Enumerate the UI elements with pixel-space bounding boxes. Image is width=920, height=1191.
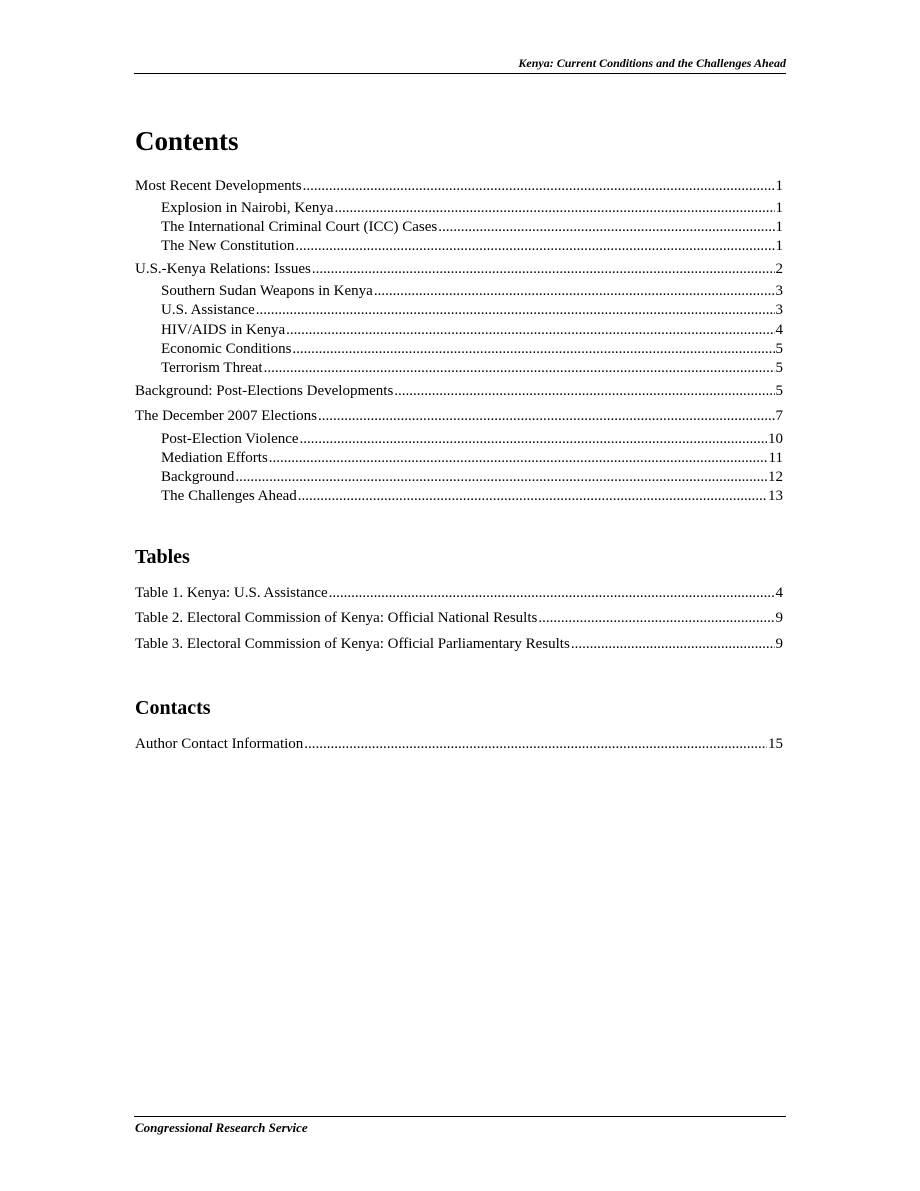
dot-leader <box>264 358 775 378</box>
dot-leader <box>334 198 774 218</box>
table-list-entry[interactable] <box>135 608 783 628</box>
toc-subentry[interactable] <box>161 486 783 506</box>
toc-entry-page: 5 <box>775 341 783 357</box>
header-rule <box>134 73 786 74</box>
toc-subentry[interactable] <box>161 236 783 256</box>
toc-entry-page: 13 <box>768 488 783 504</box>
toc-subentry[interactable] <box>161 429 783 449</box>
toc-entry-label: Most Recent Developments <box>135 178 302 194</box>
dot-leader <box>300 429 767 449</box>
toc-entry[interactable] <box>135 381 783 401</box>
dot-leader <box>304 734 767 754</box>
contents-heading: Contents <box>135 126 239 156</box>
toc-entry-page: 1 <box>775 200 783 216</box>
dot-leader <box>235 467 767 487</box>
toc-entry-page: 7 <box>775 408 783 424</box>
toc-entry-page: 9 <box>775 610 783 626</box>
toc-entry[interactable] <box>135 259 783 279</box>
dot-leader <box>538 608 774 628</box>
toc-subentry[interactable] <box>161 320 783 340</box>
toc-entry-label: U.S.-Kenya Relations: Issues <box>135 261 311 277</box>
toc-entry-label: Table 3. Electoral Commission of Kenya: Official Parliamentary Results <box>135 636 570 652</box>
toc-entry-page: 2 <box>775 261 783 277</box>
dot-leader <box>269 448 768 468</box>
dot-leader <box>292 339 774 359</box>
dot-leader <box>286 320 774 340</box>
toc-entry-page: 11 <box>768 450 783 466</box>
toc-entry-label: The New Constitution <box>161 238 295 254</box>
toc-entry-page: 1 <box>775 219 783 235</box>
dot-leader <box>256 300 775 320</box>
contact-list-entry[interactable] <box>135 734 783 754</box>
toc-entry-label: Mediation Efforts <box>161 450 268 466</box>
toc-entry-page: 4 <box>775 585 783 601</box>
toc-entry-page: 1 <box>775 178 783 194</box>
toc-entry-page: 15 <box>768 736 783 752</box>
toc-entry-label: Economic Conditions <box>161 341 292 357</box>
toc-subentry[interactable] <box>161 198 783 218</box>
toc-entry-page: 5 <box>775 360 783 376</box>
toc-subentry[interactable] <box>161 300 783 320</box>
toc-entry-label: Table 1. Kenya: U.S. Assistance <box>135 585 328 601</box>
table-list-entry[interactable] <box>135 583 783 603</box>
toc-entry-label: The Challenges Ahead <box>161 488 297 504</box>
toc-entry-page: 3 <box>775 283 783 299</box>
dot-leader <box>312 259 775 279</box>
toc-entry-label: Southern Sudan Weapons in Kenya <box>161 283 373 299</box>
toc-entry-page: 12 <box>768 469 783 485</box>
toc-subentry[interactable] <box>161 339 783 359</box>
toc-entry-page: 5 <box>775 383 783 399</box>
dot-leader <box>303 176 775 196</box>
dot-leader <box>571 634 775 654</box>
toc-entry-label: Post-Election Violence <box>161 431 299 447</box>
toc-entry-page: 3 <box>775 302 783 318</box>
dot-leader <box>374 281 775 301</box>
toc-entry-page: 1 <box>775 238 783 254</box>
dot-leader <box>295 236 774 256</box>
toc-entry[interactable] <box>135 406 783 426</box>
toc-entry-page: 9 <box>775 636 783 652</box>
toc-entry-page: 10 <box>768 431 783 447</box>
footer-rule <box>134 1116 786 1117</box>
toc-subentry[interactable] <box>161 448 783 468</box>
dot-leader <box>318 406 774 426</box>
toc-entry-label: Explosion in Nairobi, Kenya <box>161 200 334 216</box>
dot-leader <box>438 217 774 237</box>
toc-entry-label: Table 2. Electoral Commission of Kenya: Official National Results <box>135 610 538 626</box>
toc-entry-label: Terrorism Threat <box>161 360 263 376</box>
toc-entry-label: U.S. Assistance <box>161 302 255 318</box>
toc-subentry[interactable] <box>161 358 783 378</box>
dot-leader <box>394 381 774 401</box>
toc-entry-label: The International Criminal Court (ICC) Cases <box>161 219 438 235</box>
toc-entry-label: The December 2007 Elections <box>135 408 318 424</box>
running-header: Kenya: Current Conditions and the Challenges Ahead <box>518 56 786 70</box>
toc-entry-label: Background <box>161 469 235 485</box>
dot-leader <box>298 486 767 506</box>
toc-subentry[interactable] <box>161 467 783 487</box>
toc-subentry[interactable] <box>161 281 783 301</box>
toc-entry-page: 4 <box>775 322 783 338</box>
dot-leader <box>329 583 775 603</box>
table-list-entry[interactable] <box>135 634 783 654</box>
toc-entry[interactable] <box>135 176 783 196</box>
toc-entry-label: HIV/AIDS in Kenya <box>161 322 286 338</box>
toc-entry-label: Background: Post-Elections Developments <box>135 383 394 399</box>
tables-heading: Tables <box>135 546 190 568</box>
running-footer: Congressional Research Service <box>135 1120 308 1135</box>
toc-subentry[interactable] <box>161 217 783 237</box>
contacts-heading: Contacts <box>135 697 211 719</box>
toc-entry-label: Author Contact Information <box>135 736 304 752</box>
